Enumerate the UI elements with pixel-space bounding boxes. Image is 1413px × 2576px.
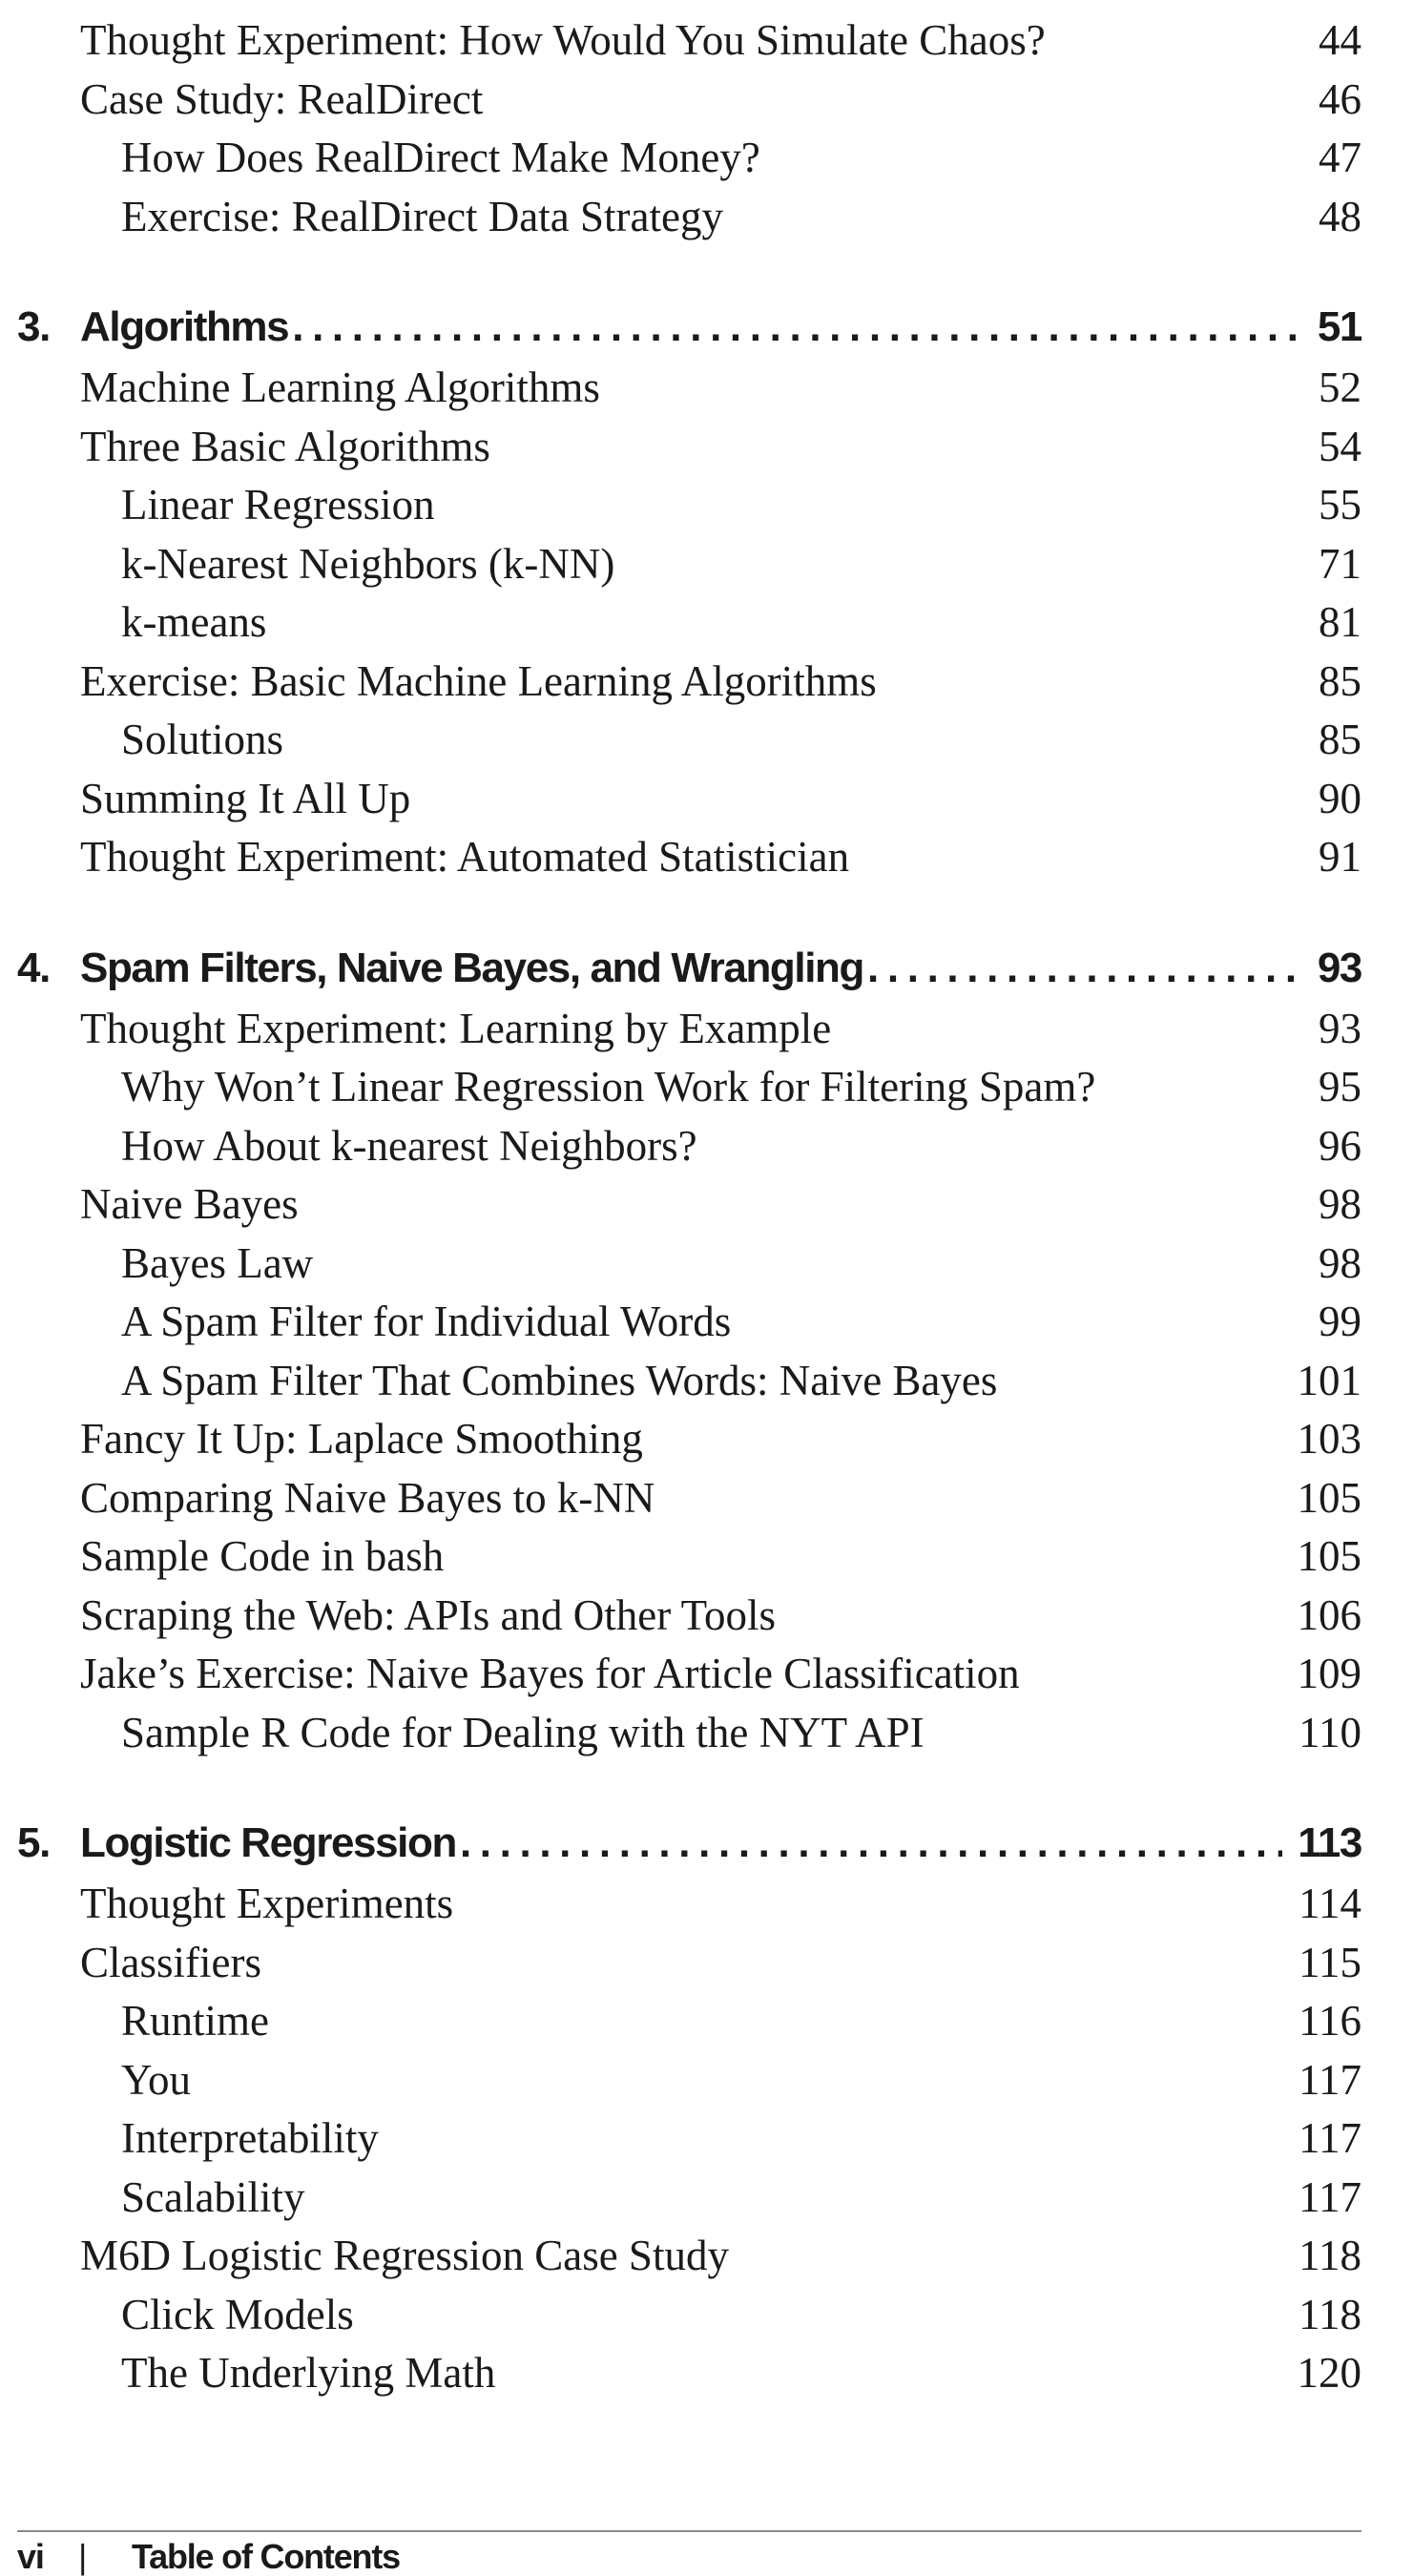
entry-page-number: 117: [1299, 2114, 1361, 2162]
entry-page-number: 101: [1297, 1356, 1361, 1404]
toc-section-entry[interactable]: [0, 653, 1413, 712]
footer-rule: [17, 2530, 1361, 2532]
chapter-title: Logistic Regression: [80, 1819, 456, 1866]
toc-subsection-entry[interactable]: [0, 711, 1413, 770]
entry-page-number: 116: [1299, 1997, 1361, 2045]
toc-subsection-entry[interactable]: [0, 476, 1413, 535]
entry-title: Thought Experiment: How Would You Simulate Chaos?: [80, 16, 1046, 64]
toc-subsection-entry[interactable]: [0, 129, 1413, 188]
toc-section-entry[interactable]: [0, 1587, 1413, 1646]
entry-page-number: 55: [1319, 481, 1361, 529]
toc-subsection-entry[interactable]: [0, 1058, 1413, 1117]
entry-page-number: 120: [1297, 2349, 1361, 2397]
toc-section-entry[interactable]: [0, 828, 1413, 887]
entry-title: Scraping the Web: APIs and Other Tools: [80, 1590, 776, 1639]
chapter-leader-line: [80, 296, 1361, 359]
toc-section-entry[interactable]: [0, 1527, 1413, 1587]
entry-page-number: 96: [1319, 1121, 1361, 1170]
entry-title: M6D Logistic Regression Case Study: [80, 2232, 729, 2279]
entry-title: Jake’s Exercise: Naive Bayes for Article Classification: [80, 1650, 1020, 1697]
toc-section-entry[interactable]: [0, 2227, 1413, 2286]
toc-chapter-heading[interactable]: [0, 296, 1413, 359]
entry-title: How About k-nearest Neighbors?: [121, 1121, 697, 1170]
toc-subsection-entry[interactable]: [0, 535, 1413, 594]
entry-title: k-Nearest Neighbors (k-NN): [121, 539, 615, 588]
entry-page-number: 48: [1319, 192, 1361, 240]
entry-title: k-means: [121, 598, 267, 646]
toc-subsection-entry[interactable]: [0, 1235, 1413, 1294]
entry-page-number: 118: [1299, 2290, 1361, 2338]
entry-page-number: 85: [1319, 656, 1361, 705]
entry-title: Scalability: [121, 2172, 305, 2221]
toc-chapter-heading[interactable]: [0, 937, 1413, 1000]
chapter-number: 3.: [17, 303, 50, 350]
entry-page-number: 103: [1297, 1415, 1361, 1463]
entry-title: Exercise: Basic Machine Learning Algorithms: [80, 656, 877, 705]
chapter-leader-line: [80, 1812, 1361, 1875]
entry-page-number: 115: [1299, 1938, 1361, 1986]
entry-page-number: 117: [1299, 2172, 1361, 2221]
entry-title: Thought Experiment: Learning by Example: [80, 1004, 832, 1052]
chapter-page-number: 51: [1317, 303, 1361, 350]
footer-page-number: vi: [17, 2537, 44, 2576]
entry-title: Machine Learning Algorithms: [80, 364, 600, 411]
chapter-title: Algorithms: [80, 303, 289, 350]
chapter-page-number: 93: [1317, 944, 1361, 991]
entry-title: Sample R Code for Dealing with the NYT API: [121, 1708, 925, 1756]
toc-subsection-entry[interactable]: [0, 2109, 1413, 2169]
toc-subsection-entry[interactable]: [0, 1992, 1413, 2051]
entry-title: Thought Experiment: Automated Statistician: [80, 833, 850, 881]
entry-title: Thought Experiments: [80, 1880, 454, 1927]
entry-page-number: 52: [1319, 364, 1361, 411]
toc-section-entry[interactable]: [0, 1645, 1413, 1704]
toc-section-entry[interactable]: [0, 1469, 1413, 1528]
entry-title: A Spam Filter for Individual Words: [121, 1298, 732, 1345]
entry-title: Case Study: RealDirect: [80, 74, 484, 123]
entry-title: You: [121, 2055, 191, 2104]
entry-page-number: 46: [1319, 74, 1361, 123]
entry-page-number: 117: [1299, 2055, 1361, 2104]
entry-page-number: 99: [1319, 1298, 1361, 1345]
entry-page-number: 118: [1299, 2232, 1361, 2279]
entry-title: A Spam Filter That Combines Words: Naive Bayes: [121, 1356, 998, 1404]
dot-leader: [292, 296, 1302, 359]
entry-title: Why Won’t Linear Regression Work for Filtering Spam?: [121, 1063, 1096, 1111]
entry-title: Linear Regression: [121, 481, 435, 529]
entry-title: Click Models: [121, 2290, 354, 2338]
toc-section-entry[interactable]: [0, 1175, 1413, 1235]
entry-page-number: 93: [1319, 1004, 1361, 1052]
entry-page-number: 44: [1319, 16, 1361, 64]
entry-title: Solutions: [121, 716, 284, 763]
entry-page-number: 98: [1319, 1238, 1361, 1287]
entry-title: Summing It All Up: [80, 774, 411, 822]
toc-subsection-entry[interactable]: [0, 2169, 1413, 2228]
footer-running-title: Table of Contents: [132, 2537, 400, 2576]
dot-leader: [867, 937, 1302, 1000]
toc-section-entry[interactable]: [0, 1875, 1413, 1934]
chapter-page-number: 113: [1298, 1819, 1361, 1866]
toc-chapter-heading[interactable]: [0, 1812, 1413, 1875]
chapter-leader-line: [80, 937, 1361, 1000]
toc-section-entry[interactable]: [0, 418, 1413, 477]
chapter-title: Spam Filters, Naive Bayes, and Wrangling: [80, 944, 864, 991]
toc-subsection-entry[interactable]: [0, 1293, 1413, 1352]
entry-page-number: 91: [1319, 833, 1361, 881]
entry-page-number: 54: [1319, 422, 1361, 470]
entry-page-number: 95: [1319, 1063, 1361, 1111]
entry-page-number: 109: [1297, 1650, 1361, 1697]
table-of-contents: [0, 11, 1413, 2403]
entry-title: Naive Bayes: [80, 1180, 299, 1228]
entry-page-number: 47: [1319, 134, 1361, 181]
toc-subsection-entry[interactable]: [0, 2286, 1413, 2345]
entry-page-number: 105: [1297, 1473, 1361, 1522]
entry-title: How Does RealDirect Make Money?: [121, 134, 760, 181]
toc-section-entry[interactable]: [0, 1410, 1413, 1469]
toc-subsection-entry[interactable]: [0, 188, 1413, 247]
entry-page-number: 90: [1319, 774, 1361, 822]
toc-section-entry[interactable]: [0, 1934, 1413, 1993]
entry-page-number: 71: [1319, 539, 1361, 588]
entry-page-number: 114: [1299, 1880, 1361, 1927]
toc-subsection-entry[interactable]: [0, 593, 1413, 653]
entry-title: Three Basic Algorithms: [80, 422, 490, 470]
entry-title: Bayes Law: [121, 1238, 314, 1287]
footer-separator: |: [78, 2537, 87, 2576]
entry-title: Comparing Naive Bayes to k-NN: [80, 1473, 655, 1522]
entry-page-number: 105: [1297, 1532, 1361, 1580]
toc-section-entry[interactable]: [0, 359, 1413, 418]
entry-title: Exercise: RealDirect Data Strategy: [121, 192, 723, 240]
toc-section-entry[interactable]: [0, 1000, 1413, 1059]
entry-page-number: 106: [1297, 1590, 1361, 1639]
entry-title: Runtime: [121, 1997, 269, 2045]
entry-title: Interpretability: [121, 2114, 379, 2162]
entry-title: The Underlying Math: [121, 2349, 496, 2397]
toc-section-entry[interactable]: [0, 770, 1413, 829]
toc-subsection-entry[interactable]: [0, 1117, 1413, 1176]
toc-subsection-entry[interactable]: [0, 2051, 1413, 2110]
toc-subsection-entry[interactable]: [0, 1704, 1413, 1763]
entry-page-number: 98: [1319, 1180, 1361, 1228]
toc-subsection-entry[interactable]: [0, 1352, 1413, 1411]
entry-title: Fancy It Up: Laplace Smoothing: [80, 1415, 643, 1463]
chapter-number: 4.: [17, 944, 50, 991]
toc-section-entry[interactable]: [0, 71, 1413, 130]
page-footer: [17, 2537, 400, 2576]
entry-title: Classifiers: [80, 1938, 261, 1986]
entry-title: Sample Code in bash: [80, 1532, 445, 1580]
toc-section-entry[interactable]: [0, 11, 1413, 71]
entry-page-number: 85: [1319, 716, 1361, 763]
entry-page-number: 81: [1319, 598, 1361, 646]
dot-leader: [460, 1812, 1282, 1875]
chapter-number: 5.: [17, 1819, 50, 1866]
entry-page-number: 110: [1299, 1708, 1361, 1756]
toc-subsection-entry[interactable]: [0, 2344, 1413, 2403]
